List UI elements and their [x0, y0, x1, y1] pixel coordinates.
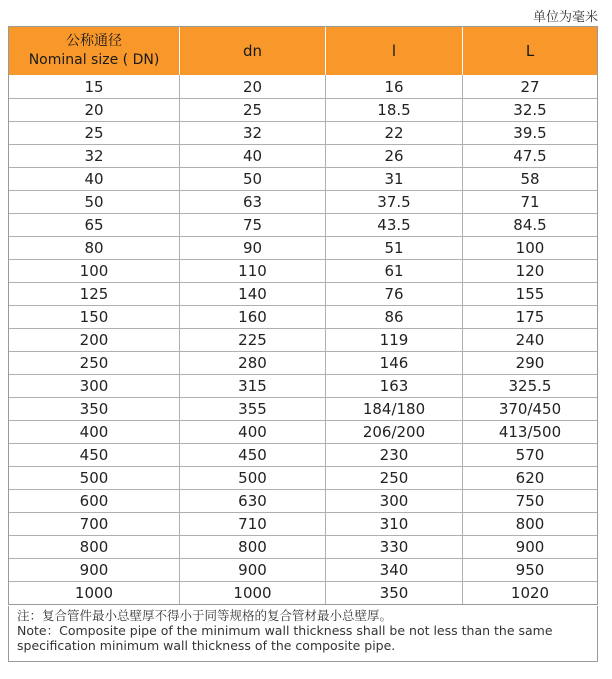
cell-l-small: 206/200	[325, 421, 462, 443]
cell-l-small: 86	[325, 306, 462, 328]
table-row	[9, 75, 597, 98]
cell-l-small: 250	[325, 467, 462, 489]
table-row	[9, 259, 597, 282]
cell-nominal-size: 450	[79, 446, 109, 464]
cell-nominal-size: 350	[79, 400, 109, 418]
cell-l-small: 51	[325, 237, 462, 259]
cell-dn: 32	[179, 122, 325, 144]
cell-l-small: 330	[325, 536, 462, 558]
header-l-large: L	[462, 27, 597, 75]
cell-dn: 160	[179, 306, 325, 328]
header-nominal-size-zh: 公称通径	[66, 33, 122, 49]
cell-dn: 280	[179, 352, 325, 374]
cell-l-small: 61	[325, 260, 462, 282]
cell-nominal-size: 1000	[74, 584, 114, 602]
table-row	[9, 489, 597, 512]
cell-l-small: 31	[325, 168, 462, 190]
cell-nominal-size: 20	[84, 101, 104, 119]
cell-dn: 630	[179, 490, 325, 512]
header-nominal-size	[9, 27, 179, 75]
cell-nominal-size: 80	[84, 239, 104, 257]
cell-l-large: 950	[462, 559, 597, 581]
cell-nominal-size: 300	[79, 377, 109, 395]
cell-nominal-size: 100	[79, 262, 109, 280]
table-row	[9, 581, 597, 604]
cell-l-large: 413/500	[462, 421, 597, 443]
cell-l-small: 18.5	[325, 99, 462, 121]
cell-l-large: 47.5	[462, 145, 597, 167]
table-row	[9, 351, 597, 374]
cell-l-large: 32.5	[462, 99, 597, 121]
cell-dn: 40	[179, 145, 325, 167]
table-row	[9, 144, 597, 167]
cell-l-small: 184/180	[325, 398, 462, 420]
table-row	[9, 466, 597, 489]
cell-l-small: 22	[325, 122, 462, 144]
table-body	[9, 75, 597, 604]
cell-nominal-size: 500	[79, 469, 109, 487]
cell-nominal-size: 40	[84, 170, 104, 188]
header-dn: dn	[179, 27, 325, 75]
cell-dn: 710	[179, 513, 325, 535]
table-header	[9, 27, 597, 75]
cell-nominal-size: 15	[84, 77, 104, 96]
cell-l-large: 570	[462, 444, 597, 466]
cell-l-large: 84.5	[462, 214, 597, 236]
footnote-en: Note：Composite pipe of the minimum wall thickness shall be not less than the same specification minimum wall thickness of the composite pipe.	[17, 623, 553, 653]
header-nominal-size-en: Nominal size ( DN)	[28, 52, 160, 68]
cell-dn: 450	[179, 444, 325, 466]
cell-dn: 225	[179, 329, 325, 351]
cell-l-large: 900	[462, 536, 597, 558]
cell-dn: 50	[179, 168, 325, 190]
cell-l-large: 58	[462, 168, 597, 190]
cell-l-small: 76	[325, 283, 462, 305]
cell-dn: 25	[179, 99, 325, 121]
cell-l-large: 620	[462, 467, 597, 489]
cell-l-large: 1020	[462, 582, 597, 604]
cell-nominal-size: 600	[79, 492, 109, 510]
cell-dn: 110	[179, 260, 325, 282]
cell-l-large: 240	[462, 329, 597, 351]
table-row	[9, 190, 597, 213]
cell-dn: 140	[179, 283, 325, 305]
table-row	[9, 98, 597, 121]
cell-dn: 500	[179, 467, 325, 489]
cell-dn: 900	[179, 559, 325, 581]
table-row	[9, 512, 597, 535]
cell-l-large: 325.5	[462, 375, 597, 397]
cell-nominal-size: 25	[84, 124, 104, 142]
cell-dn: 355	[179, 398, 325, 420]
table-row	[9, 535, 597, 558]
cell-nominal-size: 250	[79, 354, 109, 372]
table-row	[9, 121, 597, 144]
table-row	[9, 397, 597, 420]
cell-nominal-size: 700	[79, 515, 109, 533]
cell-l-large: 750	[462, 490, 597, 512]
footnote	[8, 606, 598, 662]
table-row	[9, 374, 597, 397]
cell-l-small: 43.5	[325, 214, 462, 236]
cell-nominal-size: 400	[79, 423, 109, 441]
table-row	[9, 282, 597, 305]
cell-l-large: 100	[462, 237, 597, 259]
header-l-small: l	[325, 27, 462, 75]
cell-nominal-size: 800	[79, 538, 109, 556]
cell-nominal-size: 50	[84, 193, 104, 211]
cell-dn: 315	[179, 375, 325, 397]
cell-l-large: 175	[462, 306, 597, 328]
cell-l-small: 146	[325, 352, 462, 374]
cell-l-small: 163	[325, 375, 462, 397]
table-row	[9, 236, 597, 259]
unit-label: 单位为毫米	[532, 10, 598, 25]
table-row	[9, 558, 597, 581]
table-row	[9, 420, 597, 443]
footnote-zh: 注：复合管件最小总壁厚不得小于同等规格的复合管材最小总壁厚。	[17, 608, 393, 623]
cell-nominal-size: 900	[79, 561, 109, 579]
cell-l-large: 155	[462, 283, 597, 305]
table-row	[9, 167, 597, 190]
cell-l-large: 290	[462, 352, 597, 374]
cell-l-large: 120	[462, 260, 597, 282]
cell-nominal-size: 150	[79, 308, 109, 326]
cell-l-large: 800	[462, 513, 597, 535]
table-row	[9, 213, 597, 236]
cell-dn: 90	[179, 237, 325, 259]
cell-dn: 20	[179, 75, 325, 98]
cell-l-small: 16	[325, 75, 462, 98]
cell-l-small: 300	[325, 490, 462, 512]
table-row	[9, 328, 597, 351]
cell-l-small: 230	[325, 444, 462, 466]
cell-l-small: 350	[325, 582, 462, 604]
cell-l-small: 119	[325, 329, 462, 351]
cell-l-large: 370/450	[462, 398, 597, 420]
cell-l-small: 310	[325, 513, 462, 535]
cell-nominal-size: 65	[84, 216, 104, 234]
cell-l-large: 71	[462, 191, 597, 213]
cell-l-large: 27	[462, 75, 597, 98]
cell-dn: 75	[179, 214, 325, 236]
cell-l-small: 37.5	[325, 191, 462, 213]
cell-nominal-size: 32	[84, 147, 104, 165]
cell-nominal-size: 125	[79, 285, 109, 303]
cell-dn: 63	[179, 191, 325, 213]
table-row	[9, 305, 597, 328]
dimension-table	[8, 26, 598, 605]
table-row	[9, 443, 597, 466]
cell-nominal-size: 200	[79, 331, 109, 349]
cell-l-small: 26	[325, 145, 462, 167]
cell-l-large: 39.5	[462, 122, 597, 144]
cell-dn: 800	[179, 536, 325, 558]
cell-dn: 400	[179, 421, 325, 443]
cell-dn: 1000	[179, 582, 325, 604]
cell-l-small: 340	[325, 559, 462, 581]
